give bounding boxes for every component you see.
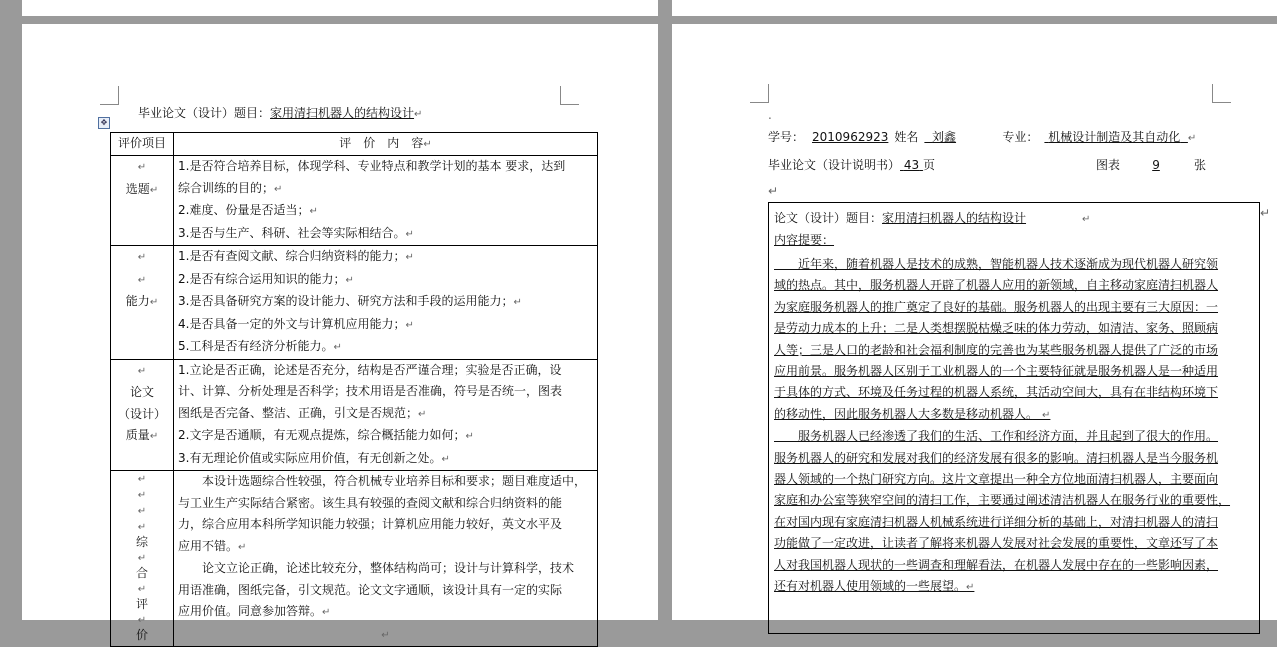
row-label-topic: ↵ 选题↵ — [111, 156, 174, 246]
row-label-overall: ↵ ↵ ↵ ↵ 综 ↵ 合 ↵ 评 ↵ 价 — [111, 471, 174, 647]
margin-corner-top-left — [750, 84, 769, 103]
figure-count: 9 — [1152, 158, 1160, 172]
row-label-ability: ↵ ↵ 能力↵ — [111, 246, 174, 360]
previous-page-left-bottom — [22, 0, 658, 16]
student-name: 刘鑫 — [932, 130, 957, 144]
margin-corner-top-right — [560, 86, 579, 105]
table-header-row — [111, 133, 598, 156]
table-row-topic — [111, 156, 598, 246]
row-content-ability: 1.是否有查阅文献、综合归纳资料的能力；↵ 2.是否有综合运用知识的能力；↵ 3.是否具备研究方案的设计能力、研究方法和手段的运用能力；↵ 4.是否具备一定的外文与计算机应用能力；↵ 5.工科是否有经济分析能力。↵ — [174, 246, 598, 360]
row-content-overall: 本设计选题综合性较强，符合机械专业培养目标和要求；题目难度适中， 与工业生产实际结合紧密。该生具有较强的查阅文献和综合归纳资料的能 力，综合应用本科所学知识能力较强；计算机应用能力较好，英文水平及 应用不错。↵ 论文立论正确，论述比较充分，整体结构尚可；设计与计算科学，技术 用语准确，图纸完备，引文规范。论文文字通顺，该设计具有一定的实际 应用价值。同意参加答辩。↵ ↵ — [174, 471, 598, 647]
abstract-text: 近年来，随着机器人是技术的成熟，智能机器人技术逐渐成为现代机器人研究领 域的热点。其中，服务机器人开辟了机器人应用的新领域，自主移动家庭清扫机器人 为家庭服务机器人的推广奠定了良好的基础。服务机器人的出现主要有三大原因：一 是劳动力成本的上升；二是人类想摆脱枯燥乏味的体力劳动，如清洁、家务、照顾病 人等；三是人口的老龄和社会福利制度的完善也为某些服务机器人提供了广泛的市场 应用前景。服务机器人区别于工业机器人的一个主要特征就是服务机器人是一种适用 于具体的方式、环境及任务过程的机器人系统，其活动空间大，具有在非结构环境下 的移动性，因此服务机器人大多数是移动机器人。 ↵ 服务机器人已经渗透了我们的生活、工作和经济方面，并且起到了很大的作用。 服务机器人的研究和发展对我们的经济发展有很多的影响。清扫机器人是当今服务机 器人领域的一个热门研究方向。这片文章提出一种全方位地面清扫机器人，主要面向 家庭和办公室等狭窄空间的清扫工作，主要通过阐述清洁机器人在服务行业的重要性， 在对国内现有家庭清扫机器人机械系统进行详细分析的基础上，对清扫机器人的清扫 功能做了一定改进，让读者了解将来机器人发展对社会发展的重要性，文章还写了本 人对我国机器人现状的一些调查和理解看法，在机器人发展中存在的一些影响因素， 还有对机器人使用领域的一些展望。↵ — [774, 257, 1231, 594]
table-row-ability — [111, 246, 598, 360]
student-id: 2010962923 — [812, 130, 889, 144]
student-info-line: 学号： 2010962923 姓名 刘鑫 专业： 机械设计制造及其自动化 ↵ — [768, 130, 1197, 144]
row-content-topic: 1.是否符合培养目标，体现学科、专业特点和教学计划的基本 要求，达到 综合训练的目的；↵ 2.难度、份量是否适当；↵ 3.是否与生产、科研、社会等实际相结合。↵ — [174, 156, 598, 246]
row-label-quality: ↵ 论文 （设计） 质量↵ — [111, 359, 174, 471]
abstract-label: 内容提要： — [774, 233, 835, 247]
table-row-overall — [111, 471, 598, 647]
margin-corner-top-left — [100, 86, 119, 105]
right-page: 学号： 2010962923 姓名 刘鑫 专业： 机械设计制造及其自动化 ↵ 毕业论文（设计说明书） 43 页 图表 9 张 ↵ . 论文（设计）题目：家用清扫机器人的结构设计 ↵ 内容提要： 近年来，随着机器人是技术的成熟，智能机器人技术逐渐成为现代机器人研究领 域的热点。其中，服务机器人开辟了机器人应用的新领域，自主移动家庭清扫机器人 为家庭服务机器人的推广奠定了良好的基础。服务机器人的出现主要有三大原因：一 是劳动力成本的上升；二是人类想摆脱枯燥乏味的体力劳动，如清洁、家务、照顾病 人等；三是人口的老龄和社会福利制度的完善也为某些服务机器人提供了广泛的市场 应用前景。服务机器人区别于工业机器人的一个主要特征就是服务机器人是一种适用 于具体的方式、环境及任务过程的机器人系统，其活动空间大，具有在非结构环境下 的移动性，因此服务机器人大多数是移动机器人。 ↵ 服务机器人已经渗透了我们的生活、工作和经济方面，并且起到了很大的作用。 服务机器人的研究和发展对我们的经济发展有很多的影响。清扫机器人是当今服务机 器人领域的一个热门研究方向。这片文章提出一种全方位地面清扫机器人，主要面向 家庭和办公室等狭窄空间的清扫工作，主要通过阐述清洁机器人在服务行业的重要性， 在对国内现有家庭清扫机器人机械系统进行详细分析的基础上，对清扫机器人的清扫 功能做了一定改进，让读者了解将来机器人发展对社会发展的重要性，文章还写了本 人对我国机器人现状的一些调查和理解看法，在机器人发展中存在的一些影响因素， 还有对机器人使用领域的一些展望。↵ ↵ — [672, 24, 1277, 620]
thesis-title-line: 毕业论文（设计）题目：家用清扫机器人的结构设计↵ — [138, 106, 423, 120]
figure-stats: 图表 9 张 — [1096, 158, 1207, 172]
thesis-title: 家用清扫机器人的结构设计 — [270, 106, 415, 120]
row-content-quality: 1.立论是否正确，论述是否充分，结构是否严谨合理；实验是否正确，设 计、计算、分析处理是否科学；技术用语是否准确，符号是否统一，图表 图纸是否完备、整洁、正确，引文是否规范；↵ 2.文字是否通顺，有无观点提炼，综合概括能力如何；↵ 3.有无理论价值或实际应用价值，有无创新之处。↵ — [174, 359, 598, 471]
header-item-cell: 评价项目 — [111, 133, 174, 156]
table-row-quality — [111, 359, 598, 471]
margin-corner-top-right — [1212, 84, 1231, 103]
page-count: 43 — [903, 158, 920, 172]
title-prefix: 毕业论文（设计）题目： — [138, 106, 271, 120]
header-content-cell: 评 价 内 容↵ — [174, 133, 598, 156]
previous-page-right-bottom — [672, 0, 1277, 16]
abstract-box — [768, 202, 1260, 634]
student-major: 机械设计制造及其自动化 — [1048, 130, 1181, 144]
left-page — [22, 24, 658, 642]
topic-line: 论文（设计）题目：家用清扫机器人的结构设计 ↵ — [774, 211, 1091, 225]
evaluation-table — [110, 132, 598, 647]
thesis-stats-line: 毕业论文（设计说明书） 43 页 — [768, 158, 935, 172]
table-move-handle-icon[interactable]: ✥ — [98, 117, 110, 129]
